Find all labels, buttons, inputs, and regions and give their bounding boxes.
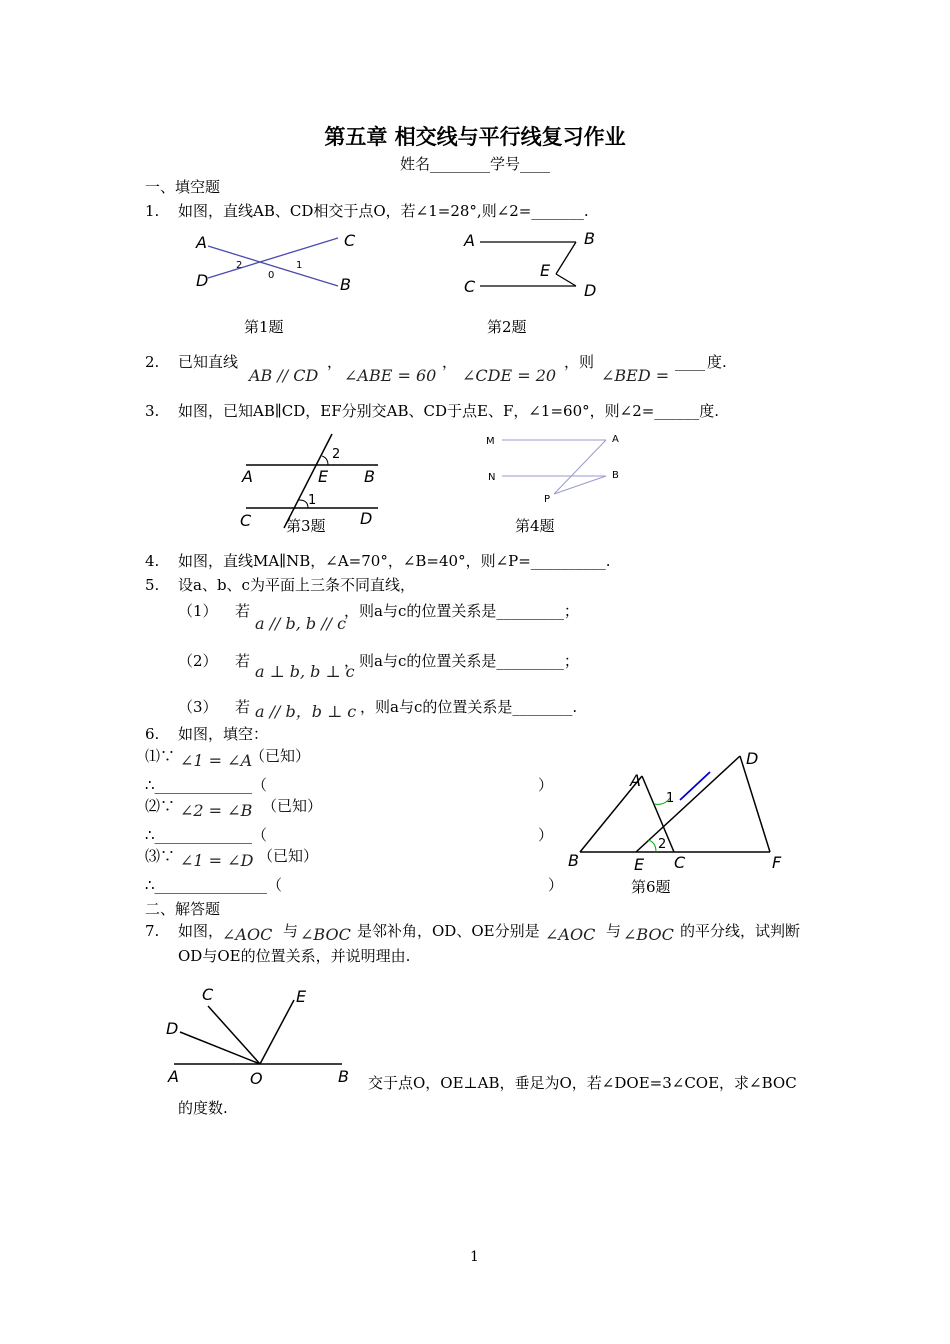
q6-row2-given: ⑵∵ [145, 797, 176, 815]
q6-row2-therefore: ∴_____________（ [145, 826, 268, 844]
q7-text-3: 是邻补角，OD、OE分别是 [357, 922, 540, 940]
q6-row2-close: ） [538, 826, 554, 844]
q7-text-1: 如图， [178, 922, 224, 940]
q2-blank: ____ [675, 353, 705, 371]
fig3-label-a: A [242, 467, 253, 486]
section-answer: 二、解答题 [145, 900, 221, 918]
q5-number: 5. [145, 576, 160, 594]
fig1-angle-2: 2 [236, 260, 243, 271]
q5-item-1-math: a // b, b // c [255, 614, 347, 633]
q7-math-aoc: ∠AOC [222, 925, 273, 944]
fig2-label-a: A [464, 231, 475, 250]
q2-sep-2: ， [442, 353, 458, 371]
figure-6 [560, 742, 800, 874]
q1-text: 如图，直线AB、CD相交于点O，若∠1=28°,则∠2=_______. [178, 202, 589, 220]
fig2-label-e: E [540, 261, 551, 280]
q5-item-2-post: ，则a与c的位置关系是_________； [344, 652, 579, 670]
fig7-label-b: B [338, 1067, 349, 1086]
q8-line-1: 交于点O，OE⊥AB，垂足为O，若∠DOE=3∠COE，求∠BOC [368, 1074, 797, 1092]
q7-line-2: OD与OE的位置关系，并说明理由. [178, 947, 411, 965]
fig2-caption: 第2题 [487, 318, 527, 336]
q5-item-3-post: ，则a与c的位置关系是________. [360, 698, 578, 716]
fig1-label-d: D [196, 271, 209, 290]
q7-math-aoc-2: ∠AOC [545, 925, 596, 944]
page-title: 第五章 相交线与平行线复习作业 [324, 124, 626, 149]
q6-number: 6. [145, 725, 160, 743]
fig3-label-e: E [318, 467, 329, 486]
fig1-label-a: A [196, 233, 207, 252]
figure-7 [160, 982, 360, 1092]
q5-item-3-pre: 若 [235, 698, 251, 716]
q6-row1-given: ⑴∵ [145, 747, 176, 765]
q7-number: 7. [145, 922, 160, 940]
fig1-angle-1: 1 [296, 260, 303, 271]
fig4-label-m: M [486, 436, 495, 447]
fig2-label-d: D [584, 281, 597, 300]
fig6-label-d: D [746, 749, 759, 768]
q2-text-3: 度. [707, 353, 727, 371]
fig6-label-c: C [674, 853, 686, 872]
figure-4 [482, 430, 632, 510]
q6-row1-math: ∠1 = ∠A [180, 751, 253, 770]
q5-item-1-label: （1） [178, 602, 218, 620]
q4-number: 4. [145, 552, 160, 570]
q5-item-2-label: （2） [178, 652, 218, 670]
q6-row1-note: （已知） [250, 747, 311, 765]
name-id-line: 姓名________学号____ [399, 155, 550, 173]
q2-sep-1: ， [327, 353, 343, 371]
fig6-caption: 第6题 [631, 878, 671, 896]
fig7-label-d: D [166, 1019, 179, 1038]
q6-text: 如图，填空： [178, 725, 269, 743]
q4-text: 如图，直线MA∥NB，∠A=70°，∠B=40°，则∠P=__________. [178, 552, 611, 570]
q8-line-2: 的度数. [178, 1099, 228, 1117]
fig1-label-o: 0 [268, 270, 275, 281]
fig4-caption: 第4题 [515, 517, 555, 535]
fig6-label-a: A [630, 771, 641, 790]
fig1-label-c: C [344, 231, 356, 250]
fig6-angle-2: 2 [658, 837, 667, 852]
fig4-label-b: B [612, 470, 619, 481]
q3-number: 3. [145, 402, 160, 420]
fig4-label-p: P [544, 494, 551, 505]
fig3-label-b: B [364, 467, 375, 486]
q2-text-2: ，则 [564, 353, 595, 371]
fig3-angle-1: 1 [308, 493, 317, 508]
q6-row3-math: ∠1 = ∠D [180, 851, 254, 870]
fig1-caption: 第1题 [244, 318, 284, 336]
fig2-label-b: B [584, 229, 595, 248]
fig4-label-n: N [488, 472, 496, 483]
fig4-label-a: A [612, 434, 619, 445]
q2-math-cde: ∠CDE = 20 [462, 366, 557, 385]
fig7-label-c: C [202, 985, 214, 1004]
q2-math-bed: ∠BED = [601, 366, 670, 385]
q6-row1-close: ） [538, 776, 554, 794]
q5-item-1-post: ，则a与c的位置关系是_________； [344, 602, 579, 620]
section-fill-blank: 一、填空题 [145, 178, 221, 196]
q2-math-parallel: AB // CD [249, 366, 319, 385]
fig6-angle-1: 1 [666, 791, 675, 806]
fig7-label-a: A [168, 1067, 179, 1086]
page-number: 1 [470, 1249, 479, 1265]
q3-text: 如图，已知AB∥CD，EF分别交AB、CD于点E、F，∠1=60°，则∠2=______度. [178, 402, 720, 420]
q2-text-1: 已知直线 [178, 353, 239, 371]
q5-item-2-pre: 若 [235, 652, 251, 670]
q6-row3-therefore: ∴_______________（ [145, 876, 283, 894]
fig7-label-o: O [250, 1069, 263, 1088]
fig3-angle-2: 2 [332, 447, 341, 462]
q2-math-abe: ∠ABE = 60 [344, 366, 437, 385]
q6-row3-close: ） [548, 876, 564, 894]
q7-text-4: 与 [606, 922, 622, 940]
fig6-label-b: B [568, 851, 579, 870]
q7-text-2: 与 [283, 922, 299, 940]
q7-math-boc-2: ∠BOC [623, 925, 674, 944]
q6-row2-math: ∠2 = ∠B [180, 801, 253, 820]
fig3-caption: 第3题 [286, 517, 326, 535]
figure-3 [236, 430, 386, 530]
q6-row3-note: （已知） [258, 847, 319, 865]
q5-item-3-math: a // b，b ⊥ c [255, 702, 357, 721]
q6-row1-therefore: ∴_____________（ [145, 776, 268, 794]
fig2-label-c: C [464, 277, 476, 296]
fig3-label-d: D [360, 509, 373, 528]
q5-text: 设a、b、c为平面上三条不同直线， [178, 576, 415, 594]
q6-row2-note: （已知） [262, 797, 323, 815]
q5-item-3-label: （3） [178, 698, 218, 716]
q7-math-boc: ∠BOC [300, 925, 351, 944]
figure-2 [460, 228, 620, 303]
q5-item-2-math: a ⊥ b, b ⊥ c [255, 662, 355, 681]
fig1-label-b: B [340, 275, 351, 294]
q1-number: 1. [145, 202, 160, 220]
fig6-label-e: E [634, 855, 645, 874]
q7-text-5: 的平分线，试判断 [680, 922, 801, 940]
fig6-label-f: F [772, 853, 782, 872]
fig7-label-e: E [296, 987, 307, 1006]
figure-1 [190, 228, 370, 298]
q6-row3-given: ⑶∵ [145, 847, 176, 865]
q2-number: 2. [145, 353, 160, 371]
fig3-label-c: C [240, 511, 252, 530]
q5-item-1-pre: 若 [235, 602, 251, 620]
